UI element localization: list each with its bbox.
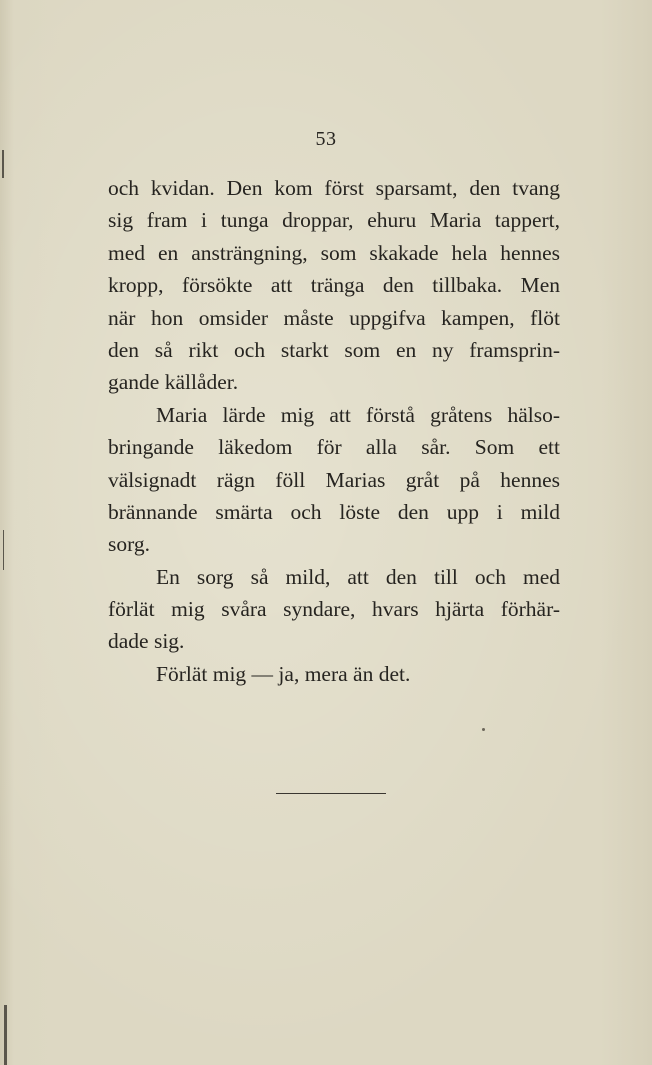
left-edge-mark-top [2,150,4,178]
text-line-1: och kvidan. Den kom först sparsamt, den tvang [108,176,560,200]
text-line-4: kropp, försökte att tränga den tillbaka. Men [108,273,560,298]
ink-speck [482,728,485,731]
text-line-8: Maria lärde mig att förstå gråtens hälso- [156,402,560,427]
text-line-2: sig fram i tunga droppar, ehuru Maria tappert, [108,208,560,233]
text-line-3: med en ansträngning, som skakade hela hennes [108,240,560,265]
left-edge-mark-middle [3,530,4,570]
closing-rule [276,793,386,794]
text-line-6: den så rikt och starkt som en ny framsprin- [108,337,560,362]
text-line-5: när hon omsider måste uppgifva kampen, flöt [108,305,560,330]
left-edge-mark-bottom [4,1005,7,1065]
text-line-10: välsignadt rägn föll Marias gråt på hennes [108,467,560,492]
text-line-13: En sorg så mild, att den till och med [156,564,560,589]
text-line-11: brännande smärta och löste den upp i mild [108,499,560,524]
text-line-14: förlät mig svåra syndare, hvars hjärta förhär- [108,597,560,622]
page-number: 53 [315,128,337,150]
text-line-12: sorg. [108,532,151,557]
body-text [108,172,560,690]
text-line-16: Förlät mig — ja, mera än det. [156,661,411,686]
text-line-15: dade sig. [108,629,185,654]
text-line-9: bringande läkedom för alla sår. Som ett [108,435,560,460]
text-line-7: gande källåder. [108,370,239,395]
